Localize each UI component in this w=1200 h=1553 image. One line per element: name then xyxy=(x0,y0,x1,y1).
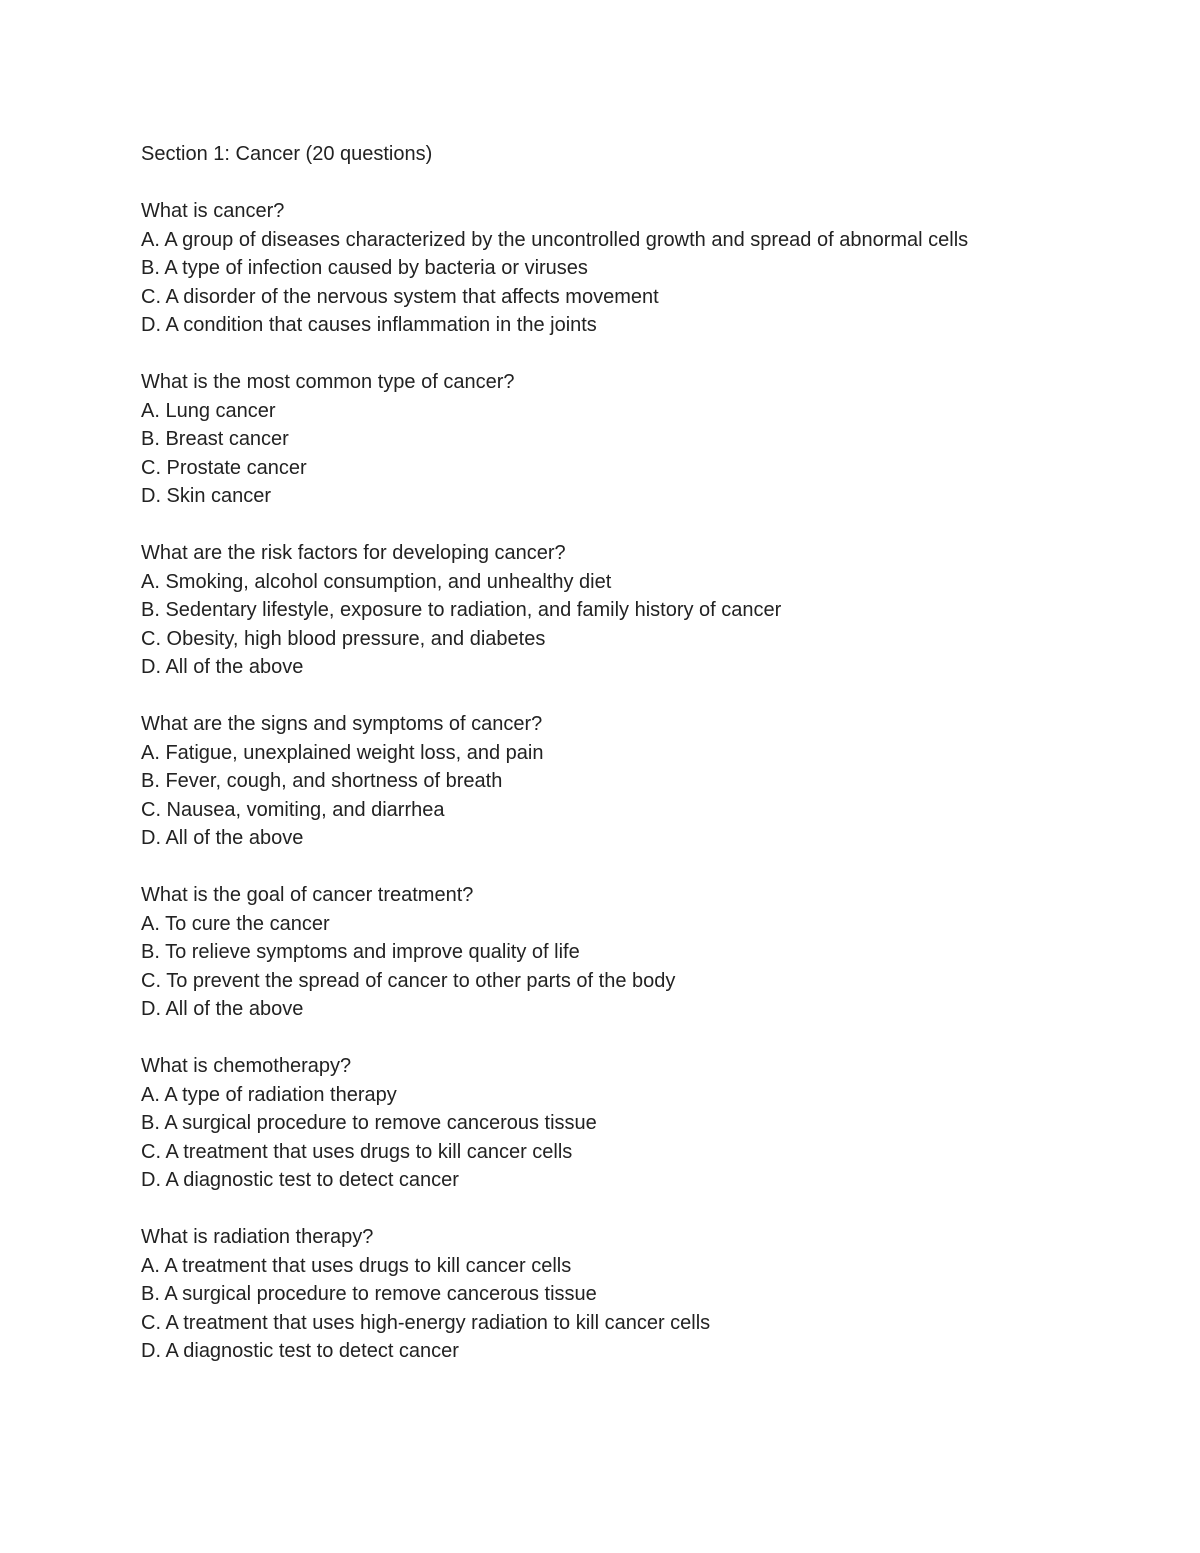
answer-option: A. Fatigue, unexplained weight loss, and pain xyxy=(141,741,544,764)
answer-option: B. A type of infection caused by bacteria or viruses xyxy=(141,257,588,279)
question-block xyxy=(141,1223,1141,1366)
answer-option: B. Sedentary lifestyle, exposure to radiation, and family history of cancer xyxy=(141,599,782,621)
answer-option: D. A diagnostic test to detect cancer xyxy=(141,1340,459,1362)
question-prompt: What is cancer? xyxy=(141,200,285,222)
answer-option: D. All of the above xyxy=(141,656,304,678)
section-title: Section 1: Cancer (20 questions) xyxy=(141,143,433,165)
answer-option: B. A surgical procedure to remove cancerous tissue xyxy=(141,1112,597,1134)
answer-option: D. All of the above xyxy=(141,998,304,1020)
answer-option: A. To cure the cancer xyxy=(141,912,330,935)
question-block xyxy=(141,368,1141,511)
answer-option: B. Fever, cough, and shortness of breath xyxy=(141,770,503,792)
answer-option: D. A condition that causes inflammation in the joints xyxy=(141,314,597,336)
answer-option: A. Lung cancer xyxy=(141,399,276,422)
question-prompt: What is the most common type of cancer? xyxy=(141,371,515,393)
answer-option: C. To prevent the spread of cancer to other parts of the body xyxy=(141,969,676,992)
question-prompt: What are the signs and symptoms of cancer? xyxy=(141,713,543,735)
question-prompt: What is radiation therapy? xyxy=(141,1226,374,1248)
question-block xyxy=(141,197,1141,340)
document-page xyxy=(141,140,1141,1394)
question-prompt: What is chemotherapy? xyxy=(141,1055,352,1077)
question-block xyxy=(141,539,1141,682)
question-block xyxy=(141,1052,1141,1195)
answer-option: B. A surgical procedure to remove cancerous tissue xyxy=(141,1283,597,1305)
question-block xyxy=(141,710,1141,853)
answer-option: C. Obesity, high blood pressure, and diabetes xyxy=(141,627,546,650)
question-prompt: What are the risk factors for developing cancer? xyxy=(141,542,566,564)
answer-option: C. A treatment that uses high-energy radiation to kill cancer cells xyxy=(141,1311,711,1334)
answer-option: D. A diagnostic test to detect cancer xyxy=(141,1169,459,1191)
answer-option: A. A type of radiation therapy xyxy=(141,1083,397,1106)
answer-option: A. A treatment that uses drugs to kill cancer cells xyxy=(141,1254,572,1277)
answer-option: B. To relieve symptoms and improve quality of life xyxy=(141,941,580,963)
answer-option: B. Breast cancer xyxy=(141,428,289,450)
answer-option: A. Smoking, alcohol consumption, and unhealthy diet xyxy=(141,570,612,593)
answer-option: A. A group of diseases characterized by the uncontrolled growth and spread of abnormal cells xyxy=(141,228,969,251)
answer-option: D. All of the above xyxy=(141,827,304,849)
answer-option: C. A disorder of the nervous system that affects movement xyxy=(141,285,659,308)
answer-option: C. Nausea, vomiting, and diarrhea xyxy=(141,798,445,821)
question-block xyxy=(141,881,1141,1024)
question-prompt: What is the goal of cancer treatment? xyxy=(141,884,474,906)
answer-option: D. Skin cancer xyxy=(141,485,272,507)
answer-option: C. A treatment that uses drugs to kill cancer cells xyxy=(141,1140,573,1163)
answer-option: C. Prostate cancer xyxy=(141,456,307,479)
